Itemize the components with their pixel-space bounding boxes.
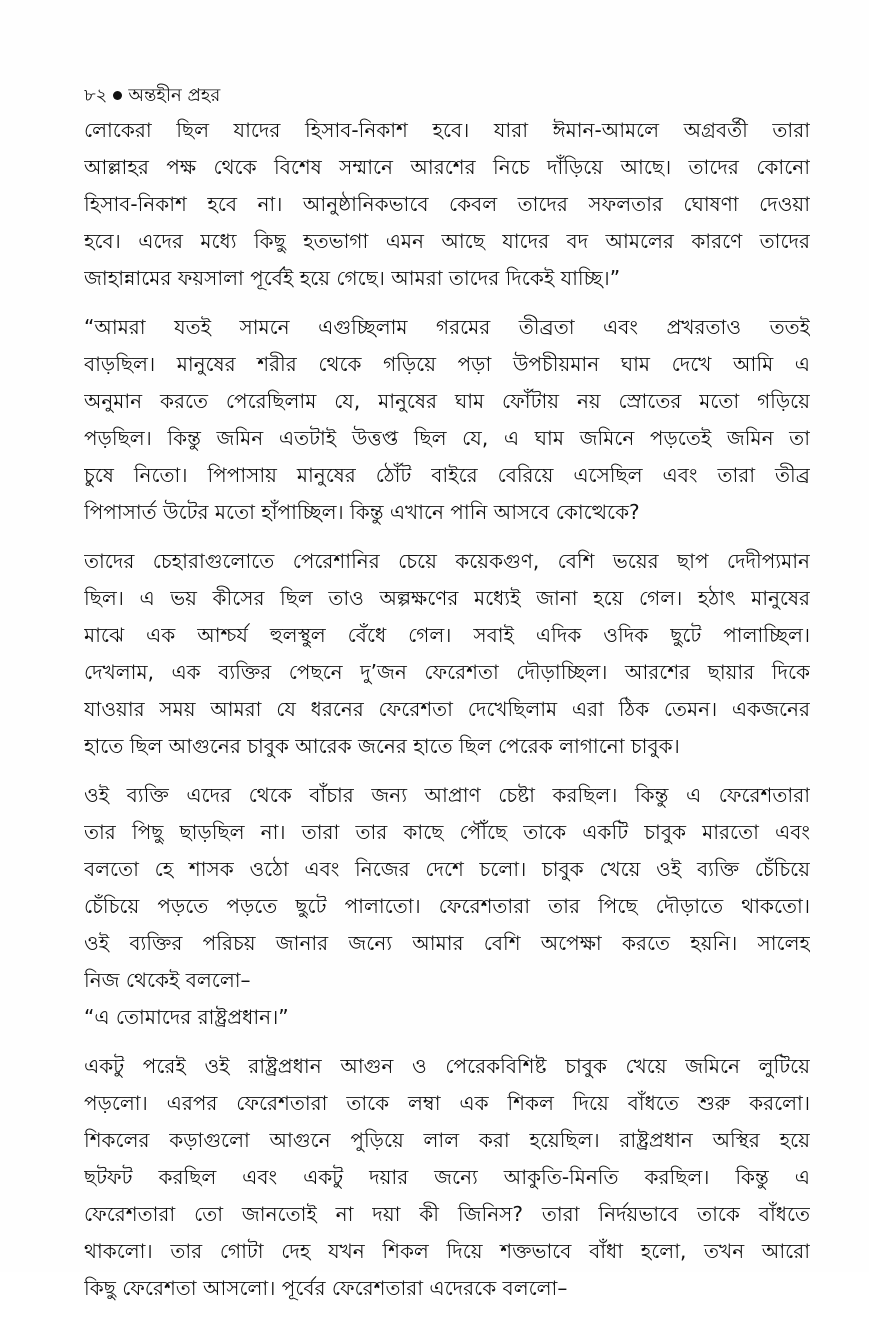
- text-line: কিছু ফেরেশতা আসলো। পূর্বের ফেরেশতারা এদেরকে বললো–: [84, 1276, 568, 1300]
- text-line: হবে। এদের মধ্যে কিছু হতভাগা এমন আছে যাদের বদ আমলের কারণে তাদের: [84, 229, 810, 253]
- page-header: [84, 84, 220, 108]
- quote-line: “এ তোমাদের রাষ্ট্রপ্রধান।”: [84, 1005, 289, 1029]
- text-line: চেঁচিয়ে পড়তে পড়তে ছুটে পালাতো। ফেরেশতারা তার পিছে দৌড়াতে থাকতো।: [84, 894, 810, 918]
- text-line: ওই ব্যক্তির পরিচয় জানার জন্যে আমার বেশি অপেক্ষা করতে হয়নি। সালেহ: [84, 931, 810, 955]
- text-line: দেখলাম, এক ব্যক্তির পেছনে দু’জন ফেরেশতা দৌড়াচ্ছিল। আরশের ছায়ার দিকে: [84, 660, 810, 684]
- body-text: [84, 112, 810, 1319]
- text-line: বলতো হে শাসক ওঠো এবং নিজের দেশে চলো। চাবুক খেয়ে ওই ব্যক্তি চেঁচিয়ে: [84, 857, 810, 881]
- text-line: লোকেরা ছিল যাদের হিসাব-নিকাশ হবে। যারা ঈমান-আমলে অগ্রবর্তী তারা: [84, 118, 810, 142]
- text-line: “আমরা যতই সামনে এগুচ্ছিলাম গরমের তীব্রতা এবং প্রখরতাও ততই: [84, 315, 810, 339]
- bullet-dot-icon: [113, 91, 122, 100]
- text-line: পড়লো। এরপর ফেরেশতারা তাকে লম্বা এক শিকল দিয়ে বাঁধতে শুরু করলো।: [84, 1091, 810, 1115]
- text-line: যাওয়ার সময় আমরা যে ধরনের ফেরেশতা দেখেছিলাম এরা ঠিক তেমন। একজনের: [84, 697, 810, 721]
- text-line: শিকলের কড়াগুলো আগুনে পুড়িয়ে লাল করা হয়েছিল। রাষ্ট্রপ্রধান অস্থির হয়ে: [84, 1128, 810, 1152]
- text-line: মাঝে এক আশ্চর্য হুলস্থুল বেঁধে গেল। সবাই এদিক ওদিক ছুটে পালাচ্ছিল।: [84, 623, 810, 647]
- paragraph: [84, 777, 810, 1036]
- text-line: থাকলো। তার গোটা দেহ যখন শিকল দিয়ে শক্তভাবে বাঁধা হলো, তখন আরো: [84, 1239, 810, 1263]
- text-line: হাতে ছিল আগুনের চাবুক আরেক জনের হাতে ছিল পেরেক লাগানো চাবুক।: [84, 734, 680, 758]
- text-line: ফেরেশতারা তো জানতোই না দয়া কী জিনিস? তারা নির্দয়ভাবে তাকে বাঁধতে: [84, 1202, 810, 1226]
- text-line: ছিল। এ ভয় কীসের ছিল তাও অল্পক্ষণের মধ্যেই জানা হয়ে গেল। হঠাৎ মানুষের: [84, 586, 810, 610]
- paragraph: [84, 543, 810, 765]
- text-line: হিসাব-নিকাশ হবে না। আনুষ্ঠানিকভাবে কেবল তাদের সফলতার ঘোষণা দেওয়া: [84, 192, 810, 216]
- text-line: একটু পরেই ওই রাষ্ট্রপ্রধান আগুন ও পেরেকবিশিষ্ট চাবুক খেয়ে জমিনে লুটিয়ে: [84, 1054, 810, 1078]
- text-line: জাহান্নামের ফয়সালা পূর্বেই হয়ে গেছে। আমরা তাদের দিকেই যাচ্ছি।”: [84, 266, 621, 290]
- text-line: নিজ থেকেই বললো–: [84, 968, 251, 992]
- text-line: চুষে নিতো। পিপাসায় মানুষের ঠোঁট বাইরে বেরিয়ে এসেছিল এবং তারা তীব্র: [84, 463, 810, 487]
- text-line: ছটফট করছিল এবং একটু দয়ার জন্যে আকুতি-মিনতি করছিল। কিন্তু এ: [84, 1165, 810, 1189]
- paragraph: [84, 1048, 810, 1307]
- text-line: পড়ছিল। কিন্তু জমিন এতটাই উত্তপ্ত ছিল যে, এ ঘাম জমিনে পড়তেই জমিন তা: [84, 426, 810, 450]
- text-line: ওই ব্যক্তি এদের থেকে বাঁচার জন্য আপ্রাণ চেষ্টা করছিল। কিন্তু এ ফেরেশতারা: [84, 783, 810, 807]
- text-line: তাদের চেহারাগুলোতে পেরেশানির চেয়ে কয়েকগুণ, বেশি ভয়ের ছাপ দেদীপ্যমান: [84, 549, 810, 573]
- book-title: অন্তহীন প্রহর: [128, 85, 221, 106]
- text-line: অনুমান করতে পেরেছিলাম যে, মানুষের ঘাম ফোঁটায় নয় স্রোতের মতো গড়িয়ে: [84, 389, 810, 413]
- text-line: বাড়ছিল। মানুষের শরীর থেকে গড়িয়ে পড়া উপচীয়মান ঘাম দেখে আমি এ: [84, 352, 810, 376]
- page-number: ৮২: [84, 85, 108, 106]
- paragraph: [84, 309, 810, 531]
- text-line: তার পিছু ছাড়ছিল না। তারা তার কাছে পৌঁছে তাকে একটি চাবুক মারতো এবং: [84, 820, 810, 844]
- paragraph: [84, 112, 810, 297]
- text-line: পিপাসার্ত উটের মতো হাঁপাচ্ছিল। কিন্তু এখানে পানি আসবে কোত্থেকে?: [84, 500, 640, 524]
- text-line: আল্লাহর পক্ষ থেকে বিশেষ সম্মানে আরশের নিচে দাঁড়িয়ে আছে। তাদের কোনো: [84, 155, 810, 179]
